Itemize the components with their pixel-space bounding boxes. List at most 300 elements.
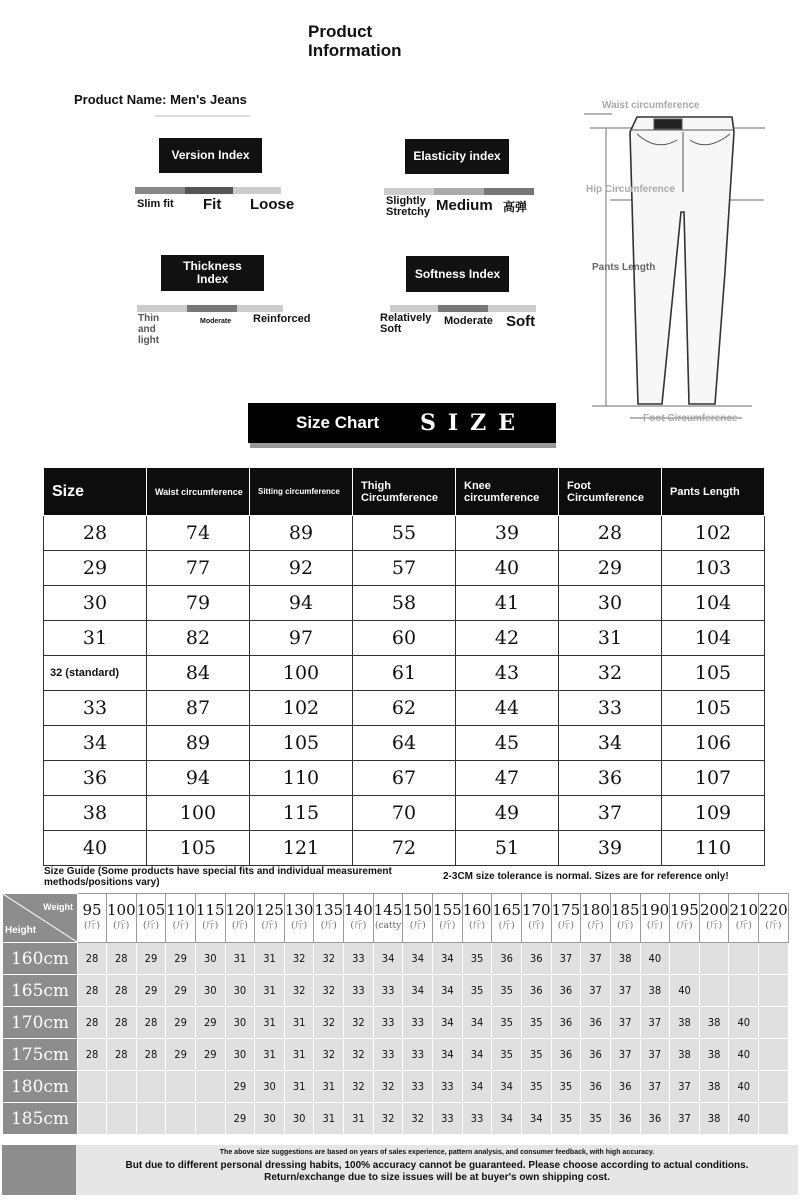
size-recommendation-cell: 33 xyxy=(373,1039,403,1071)
size-recommendation-cell xyxy=(107,1071,137,1103)
size-recommendation-cell: 33 xyxy=(373,1007,403,1039)
size-recommendation-cell: 34 xyxy=(492,1103,522,1135)
size-recommendation-cell: 30 xyxy=(195,943,225,975)
size-recommendation-cell: 33 xyxy=(403,1007,433,1039)
thickness-segment-3 xyxy=(237,305,283,312)
cell: 97 xyxy=(250,621,353,656)
size-recommendation-cell xyxy=(729,943,759,975)
cell: 94 xyxy=(147,761,250,796)
cell: 30 xyxy=(559,586,662,621)
cell: 92 xyxy=(250,551,353,586)
size-recommendation-cell: 34 xyxy=(403,975,433,1007)
weight-value: 125 xyxy=(255,901,284,919)
size-recommendation-cell: 36 xyxy=(521,975,551,1007)
size-recommendation-cell xyxy=(107,1103,137,1135)
size-recommendation-cell xyxy=(78,1071,107,1103)
cell: 106 xyxy=(662,726,765,761)
cell: 64 xyxy=(353,726,456,761)
size-recommendation-cell: 30 xyxy=(225,1007,255,1039)
weight-column-header xyxy=(403,894,433,943)
diagram-waist-label: Waist circumference xyxy=(602,100,700,111)
size-recommendation-cell: 38 xyxy=(670,1007,700,1039)
thickness-segment-1 xyxy=(137,305,187,312)
size-chart-table xyxy=(43,467,765,866)
cell: 110 xyxy=(662,831,765,866)
title-line-2: Information xyxy=(308,41,402,60)
size-recommendation-cell: 33 xyxy=(403,1071,433,1103)
size-recommendation-cell: 37 xyxy=(551,943,581,975)
elasticity-label-slight: Slightly Stretchy xyxy=(386,195,431,218)
size-recommendation-cell: 32 xyxy=(373,1103,403,1135)
cell: 105 xyxy=(662,691,765,726)
cell: 38 xyxy=(44,796,147,831)
weight-column-header xyxy=(284,894,314,943)
product-name-underline xyxy=(155,115,250,117)
weight-column-header xyxy=(640,894,670,943)
header-waist: Waist circumference xyxy=(147,468,250,516)
cell: 43 xyxy=(456,656,559,691)
size-recommendation-cell: 32 xyxy=(344,1039,374,1071)
cell: 82 xyxy=(147,621,250,656)
size-recommendation-cell: 32 xyxy=(314,975,344,1007)
size-recommendation-cell: 29 xyxy=(166,1007,196,1039)
weight-column-header xyxy=(344,894,374,943)
size-recommendation-cell: 40 xyxy=(729,1103,759,1135)
softness-label-soft: Soft xyxy=(506,313,536,330)
size-recommendation-cell: 35 xyxy=(521,1007,551,1039)
size-guide-note: Size Guide (Some products have special fits and individual measurement methods/positions vary) xyxy=(44,866,392,888)
weight-unit: (斤) xyxy=(439,921,456,931)
table-row xyxy=(3,943,789,975)
weight-column-header xyxy=(729,894,759,943)
size-recommendation-cell: 38 xyxy=(670,1039,700,1071)
cell: 51 xyxy=(456,831,559,866)
size-recommendation-cell: 36 xyxy=(551,1007,581,1039)
size-recommendation-cell xyxy=(136,1071,166,1103)
weight-value: 135 xyxy=(314,901,344,919)
size-recommendation-cell: 31 xyxy=(255,1039,285,1071)
cell: 89 xyxy=(250,516,353,551)
corner-height-label: Height xyxy=(5,925,37,936)
size-recommendation-cell: 32 xyxy=(373,1071,403,1103)
size-recommendation-cell xyxy=(759,975,789,1007)
size-recommendation-cell: 31 xyxy=(284,1039,314,1071)
weight-column-header xyxy=(670,894,700,943)
weight-column-header xyxy=(699,894,729,943)
cell: 60 xyxy=(353,621,456,656)
weight-value: 115 xyxy=(195,901,225,919)
size-recommendation-cell: 31 xyxy=(225,943,255,975)
weight-column-header xyxy=(107,894,137,943)
cell: 44 xyxy=(456,691,559,726)
header-thigh: Thigh Circumference xyxy=(353,468,456,516)
size-recommendation-cell: 38 xyxy=(640,975,670,1007)
size-recommendation-cell: 28 xyxy=(78,975,107,1007)
size-recommendation-cell: 33 xyxy=(403,1039,433,1071)
banner-shadow xyxy=(250,443,556,448)
height-label: 165cm xyxy=(3,975,78,1007)
size-recommendation-cell xyxy=(670,943,700,975)
size-recommendation-cell xyxy=(699,975,729,1007)
cell: 45 xyxy=(456,726,559,761)
size-recommendation-cell: 36 xyxy=(492,943,522,975)
cell: 32 xyxy=(559,656,662,691)
table-row xyxy=(3,1039,789,1071)
cell: 33 xyxy=(44,691,147,726)
size-recommendation-cell: 36 xyxy=(521,943,551,975)
cell: 102 xyxy=(662,516,765,551)
size-recommendation-cell: 31 xyxy=(255,975,285,1007)
header-sitting: Sitting circumference xyxy=(250,468,353,516)
size-recommendation-cell: 28 xyxy=(78,1039,107,1071)
cell: 79 xyxy=(147,586,250,621)
size-recommendation-cell: 36 xyxy=(610,1071,640,1103)
weight-value: 150 xyxy=(403,901,433,919)
cell: 94 xyxy=(250,586,353,621)
cell: 57 xyxy=(353,551,456,586)
weight-unit: (斤) xyxy=(468,921,486,931)
size-recommendation-cell: 29 xyxy=(136,975,166,1007)
size-recommendation-cell: 29 xyxy=(166,943,196,975)
size-recommendation-cell: 37 xyxy=(610,1039,640,1071)
weight-unit: (斤) xyxy=(557,921,574,931)
softness-label-relatively: Relatively Soft xyxy=(380,312,432,335)
size-recommendation-cell xyxy=(78,1103,107,1135)
size-recommendation-cell: 35 xyxy=(462,975,492,1007)
size-recommendation-cell: 30 xyxy=(255,1071,285,1103)
cell: 31 xyxy=(559,621,662,656)
size-recommendation-cell: 37 xyxy=(670,1103,700,1135)
cell: 42 xyxy=(456,621,559,656)
size-recommendation-cell: 28 xyxy=(136,1039,166,1071)
size-recommendation-cell xyxy=(195,1071,225,1103)
size-recommendation-cell: 35 xyxy=(551,1103,581,1135)
table-corner xyxy=(3,894,78,943)
size-recommendation-cell: 37 xyxy=(581,943,611,975)
weight-unit: (斤) xyxy=(142,921,159,931)
footer-left-block xyxy=(2,1145,76,1195)
cell: 40 xyxy=(44,831,147,866)
table-row xyxy=(3,975,789,1007)
size-recommendation-cell: 32 xyxy=(284,975,314,1007)
weight-value: 140 xyxy=(344,901,373,919)
version-segment-1 xyxy=(135,187,185,194)
size-recommendation-cell: 32 xyxy=(314,943,344,975)
size-recommendation-cell: 37 xyxy=(610,1007,640,1039)
weight-value: 200 xyxy=(699,901,729,919)
cell: 36 xyxy=(559,761,662,796)
table-row xyxy=(44,761,765,796)
height-label: 180cm xyxy=(3,1071,78,1103)
size-recommendation-cell: 32 xyxy=(344,1071,374,1103)
elasticity-segment-2 xyxy=(434,188,484,195)
size-recommendation-cell: 34 xyxy=(373,943,403,975)
weight-column-header xyxy=(373,894,403,943)
table-row xyxy=(3,1007,789,1039)
size-recommendation-cell: 36 xyxy=(551,1039,581,1071)
size-recommendation-cell: 31 xyxy=(344,1103,374,1135)
size-recommendation-cell: 29 xyxy=(136,943,166,975)
height-label: 185cm xyxy=(3,1103,78,1135)
size-recommendation-cell: 32 xyxy=(314,1039,344,1071)
table-row xyxy=(44,516,765,551)
size-recommendation-cell: 36 xyxy=(581,1007,611,1039)
cell: 121 xyxy=(250,831,353,866)
size-recommendation-cell: 35 xyxy=(492,1039,522,1071)
cell: 105 xyxy=(250,726,353,761)
weight-unit: (斤) xyxy=(231,921,248,931)
cell: 55 xyxy=(353,516,456,551)
size-recommendation-cell: 40 xyxy=(640,943,670,975)
size-recommendation-cell: 29 xyxy=(195,1039,225,1071)
cell: 49 xyxy=(456,796,559,831)
size-recommendation-cell: 36 xyxy=(581,1039,611,1071)
weight-column-header xyxy=(759,894,789,943)
cell: 104 xyxy=(662,621,765,656)
weight-value: 110 xyxy=(166,901,195,919)
weight-unit: (catty xyxy=(374,921,402,931)
size-recommendation-cell: 40 xyxy=(729,1071,759,1103)
size-recommendation-cell: 36 xyxy=(640,1103,670,1135)
softness-segment-1 xyxy=(390,305,438,312)
version-label-slim: Slim fit xyxy=(137,198,174,210)
size-recommendation-cell: 34 xyxy=(462,1039,492,1071)
weight-unit: (斤) xyxy=(291,921,308,931)
weight-unit: (斤) xyxy=(706,921,723,931)
size-recommendation-cell xyxy=(759,1103,789,1135)
size-recommendation-cell: 30 xyxy=(195,975,225,1007)
weight-value: 95 xyxy=(82,901,102,919)
weight-height-table xyxy=(2,893,789,1135)
weight-value: 160 xyxy=(462,901,492,919)
cell: 29 xyxy=(44,551,147,586)
size-recommendation-cell: 40 xyxy=(670,975,700,1007)
cell: 29 xyxy=(559,551,662,586)
header-knee: Knee circumference xyxy=(456,468,559,516)
size-recommendation-cell: 38 xyxy=(699,1071,729,1103)
size-recommendation-cell: 37 xyxy=(640,1007,670,1039)
diagram-pants-label: Pants Length xyxy=(592,262,656,273)
size-recommendation-cell: 35 xyxy=(521,1071,551,1103)
size-recommendation-cell: 33 xyxy=(433,1103,463,1135)
product-name: Product Name: Men's Jeans xyxy=(74,92,247,107)
cell: 77 xyxy=(147,551,250,586)
size-recommendation-cell: 37 xyxy=(610,975,640,1007)
cell: 105 xyxy=(662,656,765,691)
weight-unit: (斤) xyxy=(202,921,219,931)
cell: 61 xyxy=(353,656,456,691)
size-recommendation-cell: 37 xyxy=(640,1039,670,1071)
weight-unit: (斤) xyxy=(409,921,426,931)
weight-value: 190 xyxy=(640,901,670,919)
size-recommendation-cell xyxy=(759,1039,789,1071)
cell: 109 xyxy=(662,796,765,831)
size-recommendation-cell: 30 xyxy=(225,975,255,1007)
weight-value: 175 xyxy=(551,901,581,919)
weight-value: 185 xyxy=(610,901,640,919)
size-recommendation-cell: 28 xyxy=(107,943,137,975)
weight-unit: (斤) xyxy=(765,921,782,931)
weight-column-header xyxy=(492,894,522,943)
cell: 30 xyxy=(44,586,147,621)
thickness-label-thin: Thin and light xyxy=(138,313,160,346)
size-recommendation-cell: 28 xyxy=(107,1039,137,1071)
size-recommendation-cell: 36 xyxy=(581,1071,611,1103)
elasticity-segment-3 xyxy=(484,188,534,195)
weight-unit: (斤) xyxy=(350,921,367,931)
weight-unit: (斤) xyxy=(528,921,545,931)
size-recommendation-cell xyxy=(729,975,759,1007)
cell: 107 xyxy=(662,761,765,796)
version-label-loose: Loose xyxy=(250,196,295,213)
cell: 100 xyxy=(250,656,353,691)
size-recommendation-cell: 29 xyxy=(195,1007,225,1039)
header-size: Size xyxy=(44,468,147,516)
size-recommendation-cell: 31 xyxy=(255,1007,285,1039)
title-line-1: Product xyxy=(308,22,373,41)
cell: 28 xyxy=(559,516,662,551)
size-recommendation-cell: 40 xyxy=(729,1039,759,1071)
weight-value: 210 xyxy=(729,901,759,919)
size-recommendation-cell: 38 xyxy=(699,1039,729,1071)
softness-label-moderate: Moderate xyxy=(444,315,493,327)
table-row xyxy=(44,551,765,586)
size-recommendation-cell: 35 xyxy=(492,1007,522,1039)
weight-column-header xyxy=(521,894,551,943)
cell: 100 xyxy=(147,796,250,831)
softness-segment-3 xyxy=(488,305,536,312)
weight-unit: (斤) xyxy=(498,921,515,931)
size-chart-banner xyxy=(248,403,556,443)
cell: 36 xyxy=(44,761,147,796)
diagram-hip-label: Hip Circumference xyxy=(586,184,675,195)
size-recommendation-cell xyxy=(166,1103,196,1135)
size-recommendation-cell: 40 xyxy=(729,1007,759,1039)
size-recommendation-cell: 29 xyxy=(225,1103,255,1135)
size-recommendation-cell: 32 xyxy=(314,1007,344,1039)
size-recommendation-cell: 36 xyxy=(610,1103,640,1135)
size-recommendation-cell: 30 xyxy=(255,1103,285,1135)
weight-value: 145 xyxy=(373,901,403,919)
size-recommendation-cell xyxy=(759,1071,789,1103)
height-label: 175cm xyxy=(3,1039,78,1071)
cell: 28 xyxy=(44,516,147,551)
thickness-label-reinforced: Reinforced xyxy=(253,313,311,325)
size-recommendation-cell xyxy=(195,1103,225,1135)
size-recommendation-cell: 34 xyxy=(433,1007,463,1039)
corner-weight-label: Weight xyxy=(43,902,73,912)
cell: 110 xyxy=(250,761,353,796)
cell: 67 xyxy=(353,761,456,796)
size-recommendation-cell: 34 xyxy=(521,1103,551,1135)
table-row xyxy=(44,796,765,831)
cell: 105 xyxy=(147,831,250,866)
header-length: Pants Length xyxy=(662,468,765,516)
table-footer xyxy=(76,1145,798,1195)
jeans-diagram xyxy=(582,92,782,437)
size-recommendation-cell: 29 xyxy=(166,1039,196,1071)
weight-column-header xyxy=(225,894,255,943)
table-row xyxy=(44,586,765,621)
table-row xyxy=(3,1071,789,1103)
weight-unit: (斤) xyxy=(83,921,101,931)
table-row xyxy=(44,621,765,656)
cell: 89 xyxy=(147,726,250,761)
weight-unit: (斤) xyxy=(617,921,634,931)
size-recommendation-cell: 34 xyxy=(433,975,463,1007)
size-recommendation-cell: 32 xyxy=(284,943,314,975)
version-index-title: Version Index xyxy=(159,138,262,173)
size-recommendation-cell: 34 xyxy=(433,1039,463,1071)
size-recommendation-cell: 33 xyxy=(344,943,374,975)
weight-unit: (斤) xyxy=(646,921,663,931)
size-recommendation-cell: 28 xyxy=(78,1007,107,1039)
size-recommendation-cell: 30 xyxy=(225,1039,255,1071)
size-recommendation-cell xyxy=(699,943,729,975)
header-foot: Foot Circumference xyxy=(559,468,662,516)
weight-column-header xyxy=(195,894,225,943)
size-recommendation-cell: 37 xyxy=(670,1071,700,1103)
weight-unit: (斤) xyxy=(172,921,189,931)
footer-small-note: The above size suggestions are based on years of sales experience, pattern analysis, and consumer feedback, with high accuracy. xyxy=(219,1149,655,1156)
size-recommendation-cell: 29 xyxy=(166,975,196,1007)
thickness-label-moderate: Moderate xyxy=(200,318,232,325)
size-chart-header-row xyxy=(44,468,765,516)
weight-column-header xyxy=(136,894,166,943)
size-chart-big-title: SIZE xyxy=(420,410,528,436)
weight-column-header xyxy=(78,894,107,943)
cell: 31 xyxy=(44,621,147,656)
size-recommendation-cell: 34 xyxy=(462,1071,492,1103)
weight-value: 220 xyxy=(759,901,788,919)
size-recommendation-cell: 35 xyxy=(521,1039,551,1071)
cell: 72 xyxy=(353,831,456,866)
thickness-segment-2 xyxy=(187,305,237,312)
softness-index-title: Softness Index xyxy=(406,256,509,292)
weight-column-header xyxy=(610,894,640,943)
size-recommendation-cell: 38 xyxy=(699,1103,729,1135)
cell: 47 xyxy=(456,761,559,796)
softness-segment-2 xyxy=(438,305,488,312)
elasticity-segment-1 xyxy=(384,188,434,195)
weight-value: 170 xyxy=(521,901,551,919)
size-recommendation-cell: 35 xyxy=(492,975,522,1007)
size-recommendation-cell xyxy=(166,1071,196,1103)
size-recommendation-cell: 35 xyxy=(551,1071,581,1103)
page-title xyxy=(308,22,402,60)
weight-value: 120 xyxy=(225,901,255,919)
size-recommendation-cell: 28 xyxy=(107,1007,137,1039)
cell: 58 xyxy=(353,586,456,621)
footer-line-1: But due to different personal dressing habits, 100% accuracy cannot be guaranteed. Please choose according to actual conditions. xyxy=(125,1160,749,1171)
size-recommendation-cell xyxy=(759,943,789,975)
height-label: 170cm xyxy=(3,1007,78,1039)
size-recommendation-cell: 30 xyxy=(284,1103,314,1135)
size-recommendation-cell xyxy=(759,1007,789,1039)
elasticity-index-title: Elasticity index xyxy=(405,139,509,174)
cell: 41 xyxy=(456,586,559,621)
cell: 87 xyxy=(147,691,250,726)
size-recommendation-cell: 34 xyxy=(462,1007,492,1039)
size-recommendation-cell: 29 xyxy=(225,1071,255,1103)
size-recommendation-cell: 31 xyxy=(255,943,285,975)
size-recommendation-cell: 31 xyxy=(284,1071,314,1103)
weight-column-header xyxy=(433,894,463,943)
size-recommendation-cell: 34 xyxy=(403,943,433,975)
weight-value: 180 xyxy=(581,901,610,919)
size-recommendation-cell: 36 xyxy=(551,975,581,1007)
size-recommendation-cell: 34 xyxy=(433,943,463,975)
